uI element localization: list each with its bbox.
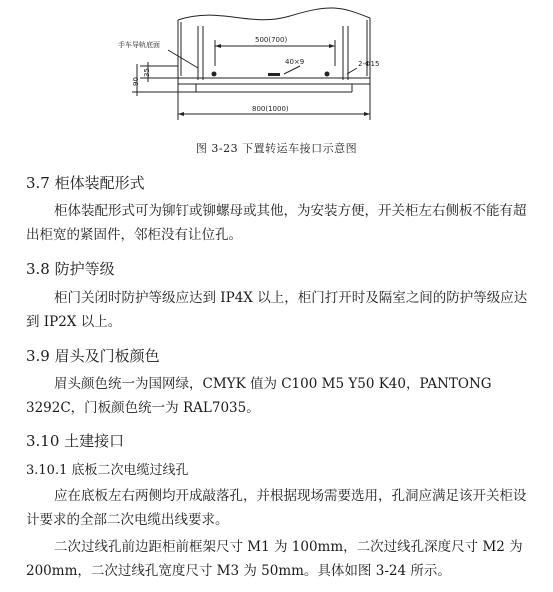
- section-3-10-1-body-1: 应在底板左右两侧均开成敲落孔，并根据现场需要选用，孔洞应满足该开关柜设计要求的全部二次电缆出线要求。: [26, 488, 527, 528]
- section-3-9-heading: 3.9 眉头及门板颜色: [26, 347, 160, 365]
- height-b-label: 90: [132, 77, 140, 86]
- section-3-7-heading: 3.7 柜体装配形式: [26, 174, 145, 192]
- slot-hole: [268, 73, 280, 76]
- section-3-7-body: 柜体装配形式可为铆钉或铆螺母或其他，为安装方便，开关柜左右侧板不能有超出柜宽的紧固件，邻柜没有让位孔。: [26, 203, 527, 243]
- trolley-interface-drawing: [0, 0, 553, 135]
- bolt-hole-right: [325, 72, 330, 77]
- bottom-dimension-label: 800(1000): [252, 105, 289, 113]
- height-a-label: 35: [143, 68, 151, 77]
- section-3-8-body: 柜门关闭时防护等级应达到 IP4X 以上，柜门打开时及隔室之间的防护等级应达到 IP2X 以上。: [26, 290, 528, 330]
- slot-label: 40×9: [285, 58, 305, 66]
- left-note-label: 手车导轨底面: [118, 41, 160, 49]
- section-3-10-1-body-2: 二次过线孔前边距柜前框架尺寸 M1 为 100mm，二次过线孔深度尺寸 M2 为 200mm，二次过线孔宽度尺寸 M3 为 50mm。具体如图 3-24 所示。: [26, 539, 523, 579]
- figure-caption: 图 3-23 下置转运车接口示意图: [195, 142, 358, 155]
- top-dimension-label: 500(700): [255, 36, 288, 44]
- section-3-10-heading: 3.10 土建接口: [26, 432, 125, 450]
- break-line: [178, 8, 370, 20]
- section-3-9-body: 眉头颜色统一为国网绿，CMYK 值为 C100 M5 Y50 K40，PANTONG 3292C，门板颜色统一为 RAL7035。: [26, 376, 492, 416]
- bolt-hole-left: [212, 72, 217, 77]
- section-3-8-heading: 3.8 防护等级: [26, 260, 115, 278]
- right-note-label: 2-Φ15: [358, 60, 380, 68]
- section-3-10-1-heading: 3.10.1 底板二次电缆过线孔: [26, 463, 189, 478]
